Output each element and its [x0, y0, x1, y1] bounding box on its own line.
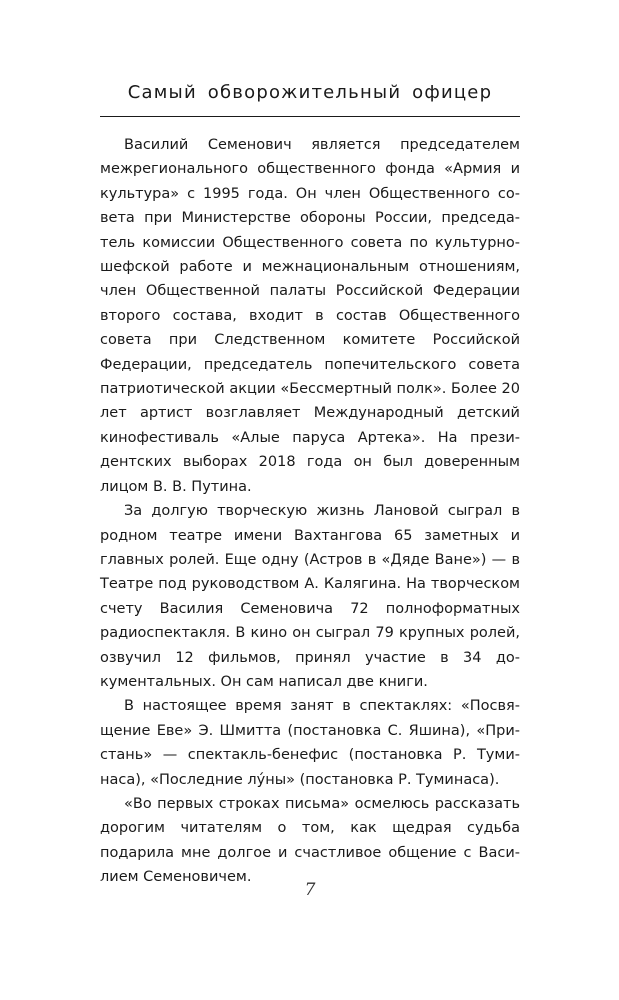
header-rule — [100, 116, 520, 117]
paragraph-1: Василий Семенович является председателем межрегионального общественного фонда «Армия и культура» с 1995 года. Он член Общественного совета при Министерстве обороны России, председатель комиссии Общественного совета по культурношефской работе и межнациональным отношениям, член Общественной палаты Российской Федерации второго состава, входит в состав Общественного совета при Следственном комитете Российской Федерации, председатель попечительского совета патриотической акции «Бессмертный полк». Более 20 лет артист возглавляет Международный детский кинофестиваль «Алые паруса Артека». На президентских выборах 2018 года он был доверенным лицом В. В. Путина. — [100, 137, 520, 495]
paragraph-4: «Во первых строках письма» осмелюсь рассказать дорогим читателям о том, как щедрая судьба подарила мне долгое и счастливое общение с Василием Семеновичем. — [100, 795, 520, 886]
running-head-title: Самый обворожительный офицер — [127, 82, 493, 103]
paragraph-2: За долгую творческую жизнь Лановой сыграл в родном театре имени Вахтангова 65 заметных и главных ролей. Еще одну (Астров в «Дяде Ване») — в Театре под руководством А. Калягина. На творческом счету Василия Семеновича 72 полноформатных радиоспектакля. В кино он сыграл 79 крупных ролей, озвучил 12 фильмов, принял участие в 34 документальных. Он сам написал две книги. — [100, 503, 520, 690]
paragraph-3: В настоящее время занят в спектаклях: «Посвящение Еве» Э. Шмитта (постановка С. Яшина), «Пристань» — спектакль-бенефис (постановка Р. Туминаса), «Последние лу́ны» (постановка Р. Туминаса). — [100, 698, 520, 788]
page-number: 7 — [304, 880, 316, 900]
body-text — [100, 133, 520, 886]
